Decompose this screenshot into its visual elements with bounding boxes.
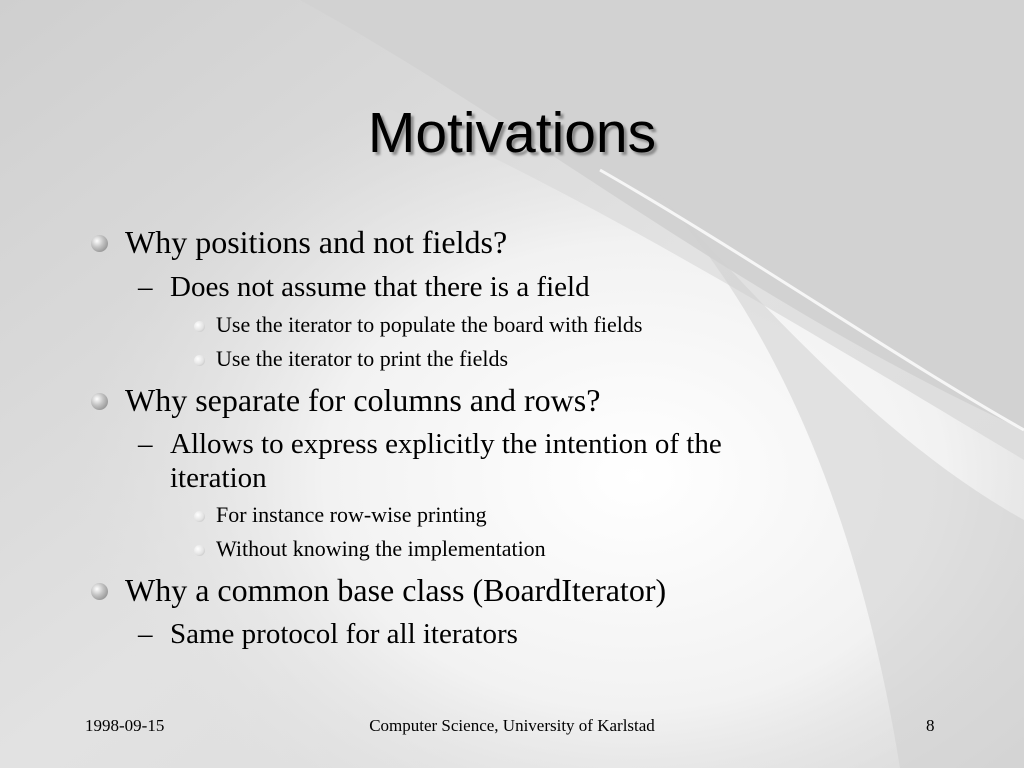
sub-bullet-item — [138, 427, 722, 461]
dash-marker: – — [138, 618, 153, 650]
bullet-dot-icon — [91, 235, 108, 252]
bullet-text: Why separate for columns and rows? — [125, 382, 601, 418]
dash-marker: – — [138, 428, 153, 460]
bullet-dot-icon — [91, 393, 108, 410]
sub-bullet-text: iteration — [170, 462, 267, 494]
sub-sub-bullet-text: For instance row-wise printing — [216, 502, 487, 527]
sub-bullet-continuation — [170, 461, 267, 495]
footer-center-text: Computer Science, University of Karlstad — [369, 716, 655, 735]
sub-bullet-text: Allows to express explicitly the intention of the — [170, 428, 722, 460]
page-number: 8 — [926, 716, 935, 735]
sub-sub-bullet-item — [216, 312, 642, 338]
bullet-text: Why positions and not fields? — [125, 224, 508, 260]
sub-sub-bullet-text: Use the iterator to populate the board with fields — [216, 312, 643, 337]
bullet-item — [125, 382, 600, 418]
sub-bullet-text: Does not assume that there is a field — [170, 271, 590, 303]
small-bullet-icon — [194, 321, 205, 332]
slide-title: Motivations — [367, 101, 657, 165]
bullet-item — [125, 572, 666, 608]
sub-bullet-text: Same protocol for all iterators — [170, 618, 518, 650]
bullet-item — [125, 224, 507, 260]
small-bullet-icon — [194, 355, 205, 366]
sub-sub-bullet-item — [216, 346, 508, 372]
dash-marker: – — [138, 271, 153, 303]
sub-sub-bullet-text: Use the iterator to print the fields — [216, 346, 509, 371]
small-bullet-icon — [194, 545, 205, 556]
sub-bullet-item — [138, 617, 518, 651]
sub-sub-bullet-item — [216, 536, 546, 562]
bullet-dot-icon — [91, 583, 108, 600]
footer-date: 1998-09-15 — [85, 716, 165, 735]
sub-sub-bullet-text: Without knowing the implementation — [216, 536, 546, 561]
sub-bullet-item — [138, 270, 590, 304]
bullet-text: Why a common base class (BoardIterator) — [125, 572, 667, 608]
sub-sub-bullet-item — [216, 502, 487, 528]
small-bullet-icon — [194, 511, 205, 522]
